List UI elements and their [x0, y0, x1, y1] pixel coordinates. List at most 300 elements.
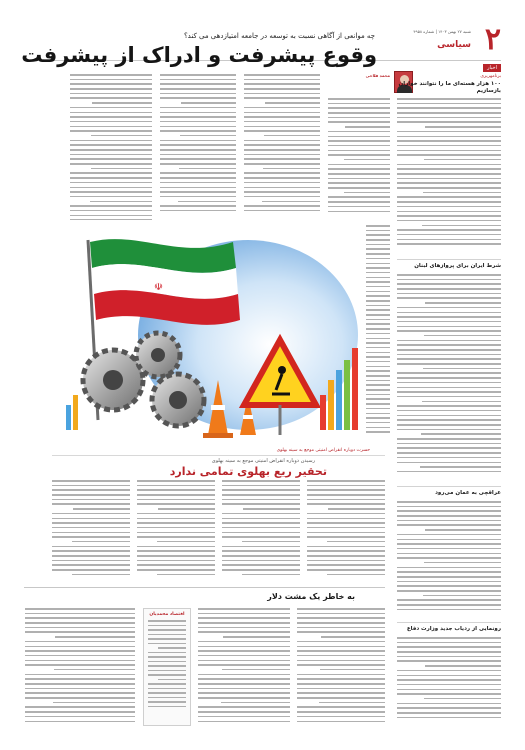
text-line [160, 172, 236, 174]
text-line [53, 702, 136, 704]
text-line [52, 564, 130, 566]
text-line [222, 518, 300, 520]
text-line [25, 716, 135, 718]
text-line [222, 555, 300, 557]
text-line [70, 158, 152, 160]
text-line [397, 297, 501, 299]
text-line [397, 557, 501, 559]
text-line [244, 158, 320, 160]
text-line [25, 622, 135, 624]
text-line [157, 574, 216, 576]
text-line [397, 283, 501, 285]
text-line [244, 149, 320, 151]
text-line [423, 595, 501, 597]
text-line [160, 196, 236, 198]
text-line [297, 631, 385, 633]
text-line [397, 419, 501, 421]
text-line [160, 149, 236, 151]
note-text [144, 620, 190, 707]
text-line [198, 688, 290, 690]
text-line [328, 103, 390, 105]
text-line [397, 660, 501, 662]
text-line [244, 97, 320, 99]
text-line [244, 93, 320, 95]
text-line [25, 683, 135, 685]
iran-flag-icon [90, 239, 240, 325]
text-line [52, 555, 130, 557]
text-line [297, 608, 385, 610]
text-line [397, 178, 501, 180]
text-line [420, 466, 501, 468]
text-line [344, 192, 391, 194]
text-line [328, 164, 390, 166]
text-line [328, 168, 390, 170]
bottom-headline: به خاطر یک مشت دلار [267, 592, 355, 601]
text-line [137, 569, 215, 571]
text-line [397, 377, 501, 379]
text-line [344, 159, 390, 161]
text-line [424, 335, 501, 337]
body-text-column [222, 480, 300, 582]
text-line [307, 518, 385, 520]
section-label: سیاسی [437, 40, 471, 50]
body-text-column [297, 608, 385, 728]
text-line [328, 145, 390, 147]
sidebar-item-text [397, 274, 501, 482]
text-line [198, 650, 290, 652]
text-line [397, 103, 501, 105]
text-line [70, 112, 152, 114]
caption-rule [52, 455, 385, 456]
text-line [160, 97, 236, 99]
text-line [52, 527, 130, 529]
text-line [397, 330, 501, 332]
text-line [72, 574, 131, 576]
text-line [70, 116, 152, 118]
text-line [180, 135, 236, 137]
text-line [148, 670, 186, 672]
text-line [297, 622, 385, 624]
text-line [52, 550, 130, 552]
text-line [425, 529, 501, 531]
text-line [328, 201, 390, 203]
text-line [397, 670, 501, 672]
text-line [148, 634, 186, 636]
text-line [222, 480, 300, 482]
text-line [397, 548, 501, 550]
text-line [397, 243, 501, 245]
text-line [397, 581, 501, 583]
text-line [397, 656, 501, 658]
text-line [70, 163, 152, 165]
text-line [397, 642, 501, 644]
text-line [70, 210, 152, 212]
text-line [397, 675, 501, 677]
text-line [198, 706, 290, 708]
text-line [397, 349, 501, 351]
text-line [244, 112, 320, 114]
text-line [328, 131, 390, 133]
text-line [25, 617, 135, 619]
text-line [397, 211, 501, 213]
text-line [422, 225, 501, 227]
text-line [160, 112, 236, 114]
text-line [52, 560, 130, 562]
text-line [70, 121, 152, 123]
text-line [297, 613, 385, 615]
text-line [244, 182, 320, 184]
text-line [160, 130, 236, 132]
text-line [297, 688, 385, 690]
text-line [92, 102, 152, 104]
text-line [397, 410, 501, 412]
text-line [222, 546, 300, 548]
text-line [397, 712, 501, 714]
text-line [148, 701, 186, 703]
text-line [244, 187, 320, 189]
text-line [397, 405, 501, 407]
text-line [160, 93, 236, 95]
text-line [397, 326, 501, 328]
text-line [137, 532, 215, 534]
text-line [307, 560, 385, 562]
text-line [137, 494, 215, 496]
text-line [397, 220, 501, 222]
text-line [25, 697, 135, 699]
text-line [198, 678, 290, 680]
text-line [397, 196, 501, 198]
text-line [160, 154, 236, 156]
text-line [397, 396, 501, 398]
text-line [397, 689, 501, 691]
text-line [198, 664, 290, 666]
text-line [160, 158, 236, 160]
text-line [397, 506, 501, 508]
text-line [307, 503, 385, 505]
text-line [148, 643, 186, 645]
text-line [397, 604, 501, 606]
text-line [297, 664, 385, 666]
text-line [70, 79, 152, 81]
text-line [160, 177, 236, 179]
text-line [137, 522, 215, 524]
text-line [70, 126, 152, 128]
text-line [297, 646, 385, 648]
text-line [52, 489, 130, 491]
text-line [25, 650, 135, 652]
text-line [297, 721, 385, 723]
text-line [397, 679, 501, 681]
news-sidebar [396, 62, 501, 728]
text-line [244, 205, 320, 207]
text-line [297, 627, 385, 629]
text-line [244, 196, 320, 198]
sidebar-item-title[interactable]: عراقچی به عمان می‌رود [435, 490, 501, 496]
text-line [198, 692, 290, 694]
sidebar-divider [397, 622, 501, 623]
text-line [397, 471, 501, 473]
text-line [148, 652, 186, 654]
text-line [297, 617, 385, 619]
text-line [70, 154, 152, 156]
text-line [222, 669, 290, 671]
text-line [70, 187, 152, 189]
text-line [221, 702, 290, 704]
text-line [91, 168, 153, 170]
text-line [307, 532, 385, 534]
text-line [25, 631, 135, 633]
text-line [52, 522, 130, 524]
text-line [328, 98, 390, 100]
sidebar-item-kicker: برنامهریزی [480, 74, 501, 79]
text-line [397, 609, 501, 611]
text-line [148, 620, 186, 622]
text-line [397, 145, 501, 147]
text-line [25, 660, 135, 662]
text-line [397, 372, 501, 374]
text-line [52, 513, 130, 515]
text-line [158, 647, 186, 649]
text-line [397, 524, 501, 526]
text-line [397, 707, 501, 709]
body-text-column [198, 608, 290, 728]
text-line [25, 655, 135, 657]
text-line [244, 154, 320, 156]
text-line [160, 187, 236, 189]
text-line [397, 173, 501, 175]
text-line [70, 130, 152, 132]
text-line [397, 515, 501, 517]
text-line [307, 480, 385, 482]
text-line [198, 716, 290, 718]
text-line [243, 508, 300, 510]
text-line [397, 637, 501, 639]
text-line [425, 302, 501, 304]
main-kicker: چه موانعی از آگاهی نسبت به توسعه در جامعه امتیازدهی می کند؟ [183, 32, 375, 40]
text-line [297, 650, 385, 652]
text-line [222, 560, 300, 562]
text-line [55, 636, 135, 638]
page-number: ۲ [484, 22, 501, 57]
text-line [137, 555, 215, 557]
text-line [244, 210, 320, 212]
text-line [422, 401, 501, 403]
text-line [397, 288, 501, 290]
text-line [198, 697, 290, 699]
text-line [397, 98, 501, 100]
text-line [397, 344, 501, 346]
text-line [70, 205, 152, 207]
text-line [397, 567, 501, 569]
hero-illustration [58, 220, 366, 442]
text-line [70, 83, 152, 85]
text-line [148, 625, 186, 627]
text-line [70, 215, 152, 217]
text-line [137, 550, 215, 552]
text-line [297, 711, 385, 713]
sidebar-divider [397, 486, 501, 487]
sidebar-item-title[interactable]: ۱۰۰ هزار هسته‌ای ما را نتوانند خواران بازسازیم [398, 81, 501, 94]
text-line [160, 88, 236, 90]
text-line [52, 480, 130, 482]
text-line [397, 293, 501, 295]
text-line [397, 571, 501, 573]
text-line [222, 494, 300, 496]
text-line [25, 706, 135, 708]
text-line [25, 627, 135, 629]
text-line [198, 655, 290, 657]
text-line [70, 172, 152, 174]
text-line [421, 433, 501, 435]
text-line [198, 627, 290, 629]
text-line [72, 541, 130, 543]
body-text-column [52, 480, 130, 582]
text-line [328, 107, 390, 109]
text-line [397, 279, 501, 281]
text-line [397, 312, 501, 314]
text-line [198, 622, 290, 624]
text-line [160, 140, 236, 142]
svg-text:☫: ☫ [154, 282, 163, 293]
text-line [70, 93, 152, 95]
text-line [328, 182, 390, 184]
text-line [397, 510, 501, 512]
sidebar-item-text [397, 637, 501, 727]
sidebar-tag: اخبار [483, 64, 501, 72]
text-line [25, 721, 135, 723]
text-line [160, 191, 236, 193]
text-line [397, 112, 501, 114]
text-line [160, 126, 236, 128]
body-text-column [307, 480, 385, 582]
text-line [307, 494, 385, 496]
text-line [178, 201, 236, 203]
text-line [198, 683, 290, 685]
text-line [244, 121, 320, 123]
text-line [328, 206, 390, 208]
body-text-column [25, 608, 135, 728]
text-line [397, 438, 501, 440]
text-line [148, 683, 186, 685]
text-line [52, 532, 130, 534]
sidebar-divider [397, 259, 501, 260]
text-line [297, 697, 385, 699]
text-line [25, 664, 135, 666]
text-line [320, 669, 385, 671]
text-line [198, 631, 290, 633]
sidebar-item-title[interactable]: شرط ایران برای پروازهای لبنان [414, 263, 501, 269]
text-line [160, 74, 236, 76]
text-line [328, 173, 390, 175]
text-line [222, 489, 300, 491]
hero-caption: حسرت دوباره انقراض امنیتی موجع به سینه بهلوی [276, 448, 370, 453]
text-line [137, 499, 215, 501]
text-line [25, 688, 135, 690]
text-line [160, 182, 236, 184]
author-name: محمد فلاحی [365, 73, 390, 78]
text-line [397, 703, 501, 705]
text-line [160, 210, 236, 212]
masthead [385, 24, 501, 60]
text-line [52, 494, 130, 496]
text-line [52, 536, 130, 538]
text-line [52, 503, 130, 505]
text-line [181, 102, 236, 104]
text-line [25, 711, 135, 713]
text-line [137, 485, 215, 487]
text-line [25, 646, 135, 648]
text-line [222, 503, 300, 505]
body-text-column [137, 480, 215, 582]
text-line [52, 546, 130, 548]
text-line [397, 307, 501, 309]
text-line [222, 513, 300, 515]
sidebar-item-title[interactable]: رونمایی از ردیاب جدید وزارت دفاع [406, 626, 501, 632]
text-line [244, 74, 320, 76]
text-line [397, 387, 501, 389]
text-line [397, 429, 501, 431]
text-line [70, 177, 152, 179]
text-line [397, 131, 501, 133]
text-line [397, 447, 501, 449]
text-line [222, 532, 300, 534]
text-line [70, 140, 152, 142]
text-line [328, 187, 390, 189]
text-line [160, 144, 236, 146]
text-line [137, 503, 215, 505]
text-line [198, 711, 290, 713]
text-line [160, 79, 236, 81]
text-line [244, 126, 320, 128]
text-line [242, 574, 301, 576]
text-line [397, 150, 501, 152]
text-line [397, 553, 501, 555]
text-line [244, 107, 320, 109]
text-line [244, 163, 320, 165]
text-line [397, 316, 501, 318]
text-line [397, 140, 501, 142]
text-line [158, 679, 186, 681]
text-line [52, 569, 130, 571]
text-line [328, 121, 390, 123]
sidebar-item-text [397, 98, 501, 256]
text-line [70, 149, 152, 151]
text-line [297, 692, 385, 694]
text-line [160, 83, 236, 85]
text-line [222, 527, 300, 529]
body-text-column [160, 74, 236, 218]
text-line [222, 564, 300, 566]
text-line [307, 485, 385, 487]
text-line [148, 688, 186, 690]
text-line [397, 457, 501, 459]
text-line [397, 424, 501, 426]
text-line [160, 116, 236, 118]
secondary-headline: تحقیر ریع بهلوی تمامی ندارد [169, 465, 327, 478]
text-line [307, 522, 385, 524]
text-line [297, 660, 385, 662]
text-line [328, 150, 390, 152]
text-line [52, 499, 130, 501]
text-line [137, 513, 215, 515]
text-line [70, 196, 152, 198]
text-line [297, 683, 385, 685]
text-line [179, 168, 236, 170]
text-line [397, 585, 501, 587]
text-line [263, 168, 320, 170]
text-line [222, 499, 300, 501]
text-line [297, 678, 385, 680]
